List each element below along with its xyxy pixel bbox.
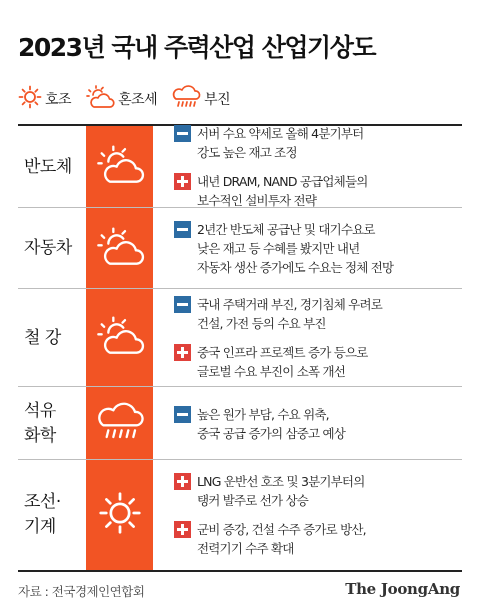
plus-icon — [174, 173, 191, 190]
partly-cloudy-icon — [95, 145, 145, 189]
rain-cloud-icon — [171, 85, 201, 113]
item-text: 높은 원가 부담, 수요 위축, 중국 공급 증가의 삼중고 예상 — [197, 406, 345, 441]
legend — [18, 87, 244, 111]
forecast-cell — [86, 208, 153, 289]
item-text: 2년간 반도체 공급난 및 대기수요로 낮은 재고 등 수혜를 봤지만 내년 자동차 생산 증가에도 수요는 정체 전망 — [197, 222, 394, 275]
table-row — [18, 387, 462, 460]
minus-icon — [174, 125, 191, 142]
plus-icon — [174, 344, 191, 361]
plus-icon — [174, 521, 191, 538]
partly-cloudy-icon — [95, 227, 145, 271]
publisher-logo: The JoongAng — [345, 580, 460, 598]
industry-label: 철 강 — [24, 327, 61, 348]
list-item — [174, 520, 462, 558]
sun-icon — [18, 85, 42, 113]
item-list — [174, 289, 462, 387]
item-text: LNG 운반선 호조 및 3분기부터의 탱커 발주로 선가 상승 — [197, 474, 365, 508]
forecast-cell — [86, 289, 153, 387]
item-text: 내년 DRAM, NAND 공급업체들의 보수적인 설비투자 전략 — [197, 174, 368, 208]
item-list — [174, 126, 462, 208]
table-row — [18, 289, 462, 387]
item-text: 중국 인프라 프로젝트 증가 등으로 글로벌 수요 부진이 소폭 개선 — [197, 345, 368, 379]
list-item — [174, 295, 462, 333]
legend-item-good — [18, 85, 71, 113]
table-row — [18, 460, 462, 570]
sun-icon — [98, 491, 142, 539]
list-item — [174, 405, 462, 443]
list-item — [174, 172, 462, 210]
plus-icon — [174, 473, 191, 490]
partly-cloudy-icon — [85, 85, 115, 113]
legend-item-poor — [171, 85, 230, 113]
item-text: 군비 증강, 건설 수주 증가로 방산, 전력기기 수주 확대 — [197, 522, 366, 556]
industry-label: 조선· 기계 — [24, 492, 61, 537]
minus-icon — [174, 406, 191, 423]
industry-label: 반도체 — [24, 156, 72, 177]
minus-icon — [174, 296, 191, 313]
list-item — [174, 343, 462, 381]
list-item — [174, 220, 462, 277]
table-row — [18, 126, 462, 208]
forecast-cell — [86, 460, 153, 570]
rain-cloud-icon — [95, 402, 145, 446]
page-title: 2023년 국내 주력산업 산업기상도 — [18, 33, 375, 62]
item-list — [174, 387, 462, 460]
item-text: 서버 수요 약세로 올해 4분기부터 강도 높은 재고 조정 — [197, 126, 364, 160]
legend-label: 호조 — [45, 92, 72, 108]
legend-label: 혼조세 — [118, 92, 158, 108]
table-bottom-rule — [18, 570, 462, 572]
list-item — [174, 124, 462, 162]
legend-item-mixed — [85, 85, 157, 113]
table-row — [18, 208, 462, 289]
industry-label: 석유 화학 — [24, 400, 56, 446]
list-item — [174, 472, 462, 510]
item-list — [174, 208, 462, 289]
legend-label: 부진 — [204, 92, 231, 108]
item-text: 국내 주택거래 부진, 경기침체 우려로 건설, 가전 등의 수요 부진 — [197, 297, 382, 331]
item-list — [174, 460, 462, 570]
industry-label: 자동차 — [24, 238, 72, 259]
partly-cloudy-icon — [95, 316, 145, 360]
forecast-cell — [86, 387, 153, 460]
forecast-cell — [86, 126, 153, 208]
source-note: 자료 : 전국경제인연합회 — [18, 584, 145, 599]
minus-icon — [174, 221, 191, 238]
